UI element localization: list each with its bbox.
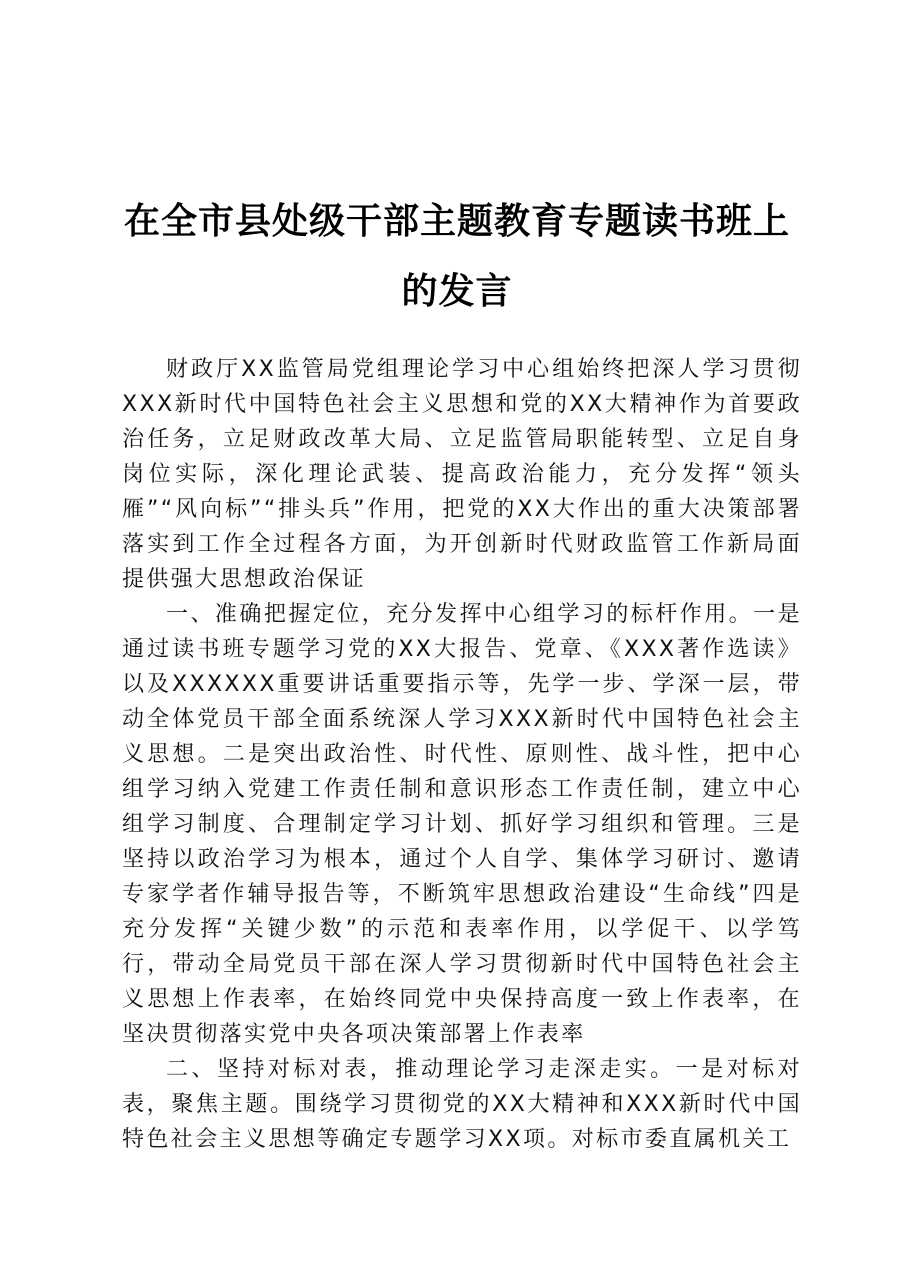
document-title: 在全市县处级干部主题教育专题读书班上的发言 xyxy=(123,200,790,312)
paragraph-section-two: 二、坚持对标对表，推动理论学习走深走实。一是对标对表，聚焦主题。围绕学习贯彻党的XX大精神和XXX新时代中国特色社会主义思想等确定专题学习XX项。对标市委直属机关工 xyxy=(122,1057,802,1152)
document-body xyxy=(122,352,802,1157)
paragraph-intro: 财政厅XX监管局党组理论学习中心组始终把深人学习贯彻XXX新时代中国特色社会主义思想和党的XX大精神作为首要政治任务，立足财政改革大局、立足监管局职能转型、立足自身岗位实际，深化理论武装、提高政治能力，充分发挥“领头雁”“风向标”“排头兵”作用，把党的XX大作出的重大决策部署落实到工作全过程各方面，为开创新时代财政监管工作新局面提供强大思想政治保证 xyxy=(122,357,802,592)
paragraph-section-one: 一、准确把握定位，充分发挥中心组学习的标杆作用。一是通过读书班专题学习党的XX大报告、党章、《XXX著作选读》以及XXXXXX重要讲话重要指示等，先学一步、学深一层，带动全体党员干部全面系统深人学习XXX新时代中国特色社会主义思想。二是突出政治性、时代性、原则性、战斗性，把中心组学习纳入党建工作责任制和意识形态工作责任制，建立中心组学习制度、合理制定学习计划、抓好学习组织和管理。三是坚持以政治学习为根本，通过个人自学、集体学习研讨、邀请专家学者作辅导报告等，不断筑牢思想政治建设“生命线”四是充分发挥“关键少数”的示范和表率作用，以学促干、以学笃行，带动全局党员干部在深人学习贯彻新时代中国特色社会主义思想上作表率，在始终同党中央保持高度一致上作表率，在坚决贯彻落实党中央各项决策部署上作表率 xyxy=(122,602,802,1047)
